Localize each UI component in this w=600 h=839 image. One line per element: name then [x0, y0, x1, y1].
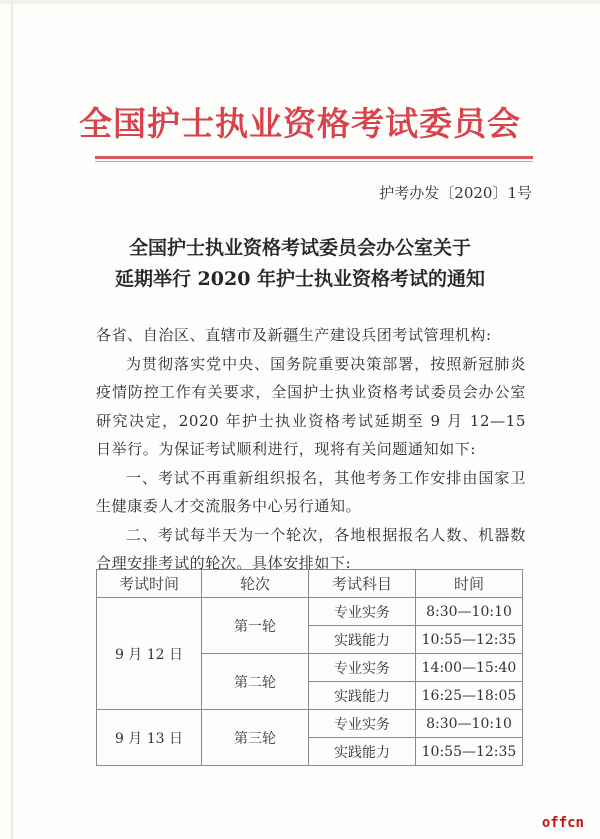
paragraph-item-1: 一、考试不再重新组织报名，其他考务工作安排由国家卫生健康委人才交流服务中心另行通知。 [96, 468, 526, 515]
cell-time: 16:25—18:05 [416, 682, 523, 710]
offcn-watermark: offcn [541, 815, 584, 831]
header-exam-date: 考试时间 [97, 570, 202, 598]
cell-time: 10:55—12:35 [416, 738, 523, 766]
cell-round: 第一轮 [202, 598, 309, 654]
table-row [97, 710, 523, 738]
page-top-edge [0, 0, 600, 4]
cell-subject: 实践能力 [309, 738, 416, 766]
document-number: 护考办发〔2020〕1号 [379, 184, 532, 202]
paragraph-item-2: 二、考试每半天为一个轮次，各地根据报名人数、机器数合理安排考试的轮次。具体安排如下: [96, 525, 526, 572]
letterhead-red-rule-thin [95, 161, 533, 162]
salutation: 各省、自治区、直辖市及新疆生产建设兵团考试管理机构: [96, 326, 492, 344]
cell-subject: 专业实务 [309, 598, 416, 626]
header-subject: 考试科目 [309, 570, 416, 598]
cell-subject: 实践能力 [309, 626, 416, 654]
notice-title-line1: 全国护士执业资格考试委员会办公室关于 [128, 237, 471, 259]
cell-subject: 专业实务 [309, 654, 416, 682]
cell-time: 8:30—10:10 [416, 710, 523, 738]
notice-body [96, 321, 526, 578]
paragraph-intro: 为贯彻落实党中央、国务院重要决策部署，按照新冠肺炎疫情防控工作有关要求，全国护士执业资格考试委员会办公室研究决定，2020 年护士执业资格考试延期至 9 月 12—15 日举行。为保证考试顺利进行，现将有关问题通知如下: [96, 354, 526, 458]
header-round: 轮次 [202, 570, 309, 598]
cell-time: 8:30—10:10 [416, 598, 523, 626]
header-time: 时间 [416, 570, 523, 598]
notice-title-line2: 延期举行 2020 年护士执业资格考试的通知 [114, 268, 486, 290]
letterhead-organization: 全国护士执业资格考试委员会 [79, 104, 521, 143]
notice-title [0, 233, 600, 295]
cell-time: 10:55—12:35 [416, 626, 523, 654]
letterhead-red-rule [95, 156, 533, 159]
table-header-row [97, 570, 523, 598]
cell-date: 9 月 13 日 [97, 710, 202, 766]
exam-schedule-table [96, 569, 523, 766]
cell-round: 第二轮 [202, 654, 309, 710]
cell-round: 第三轮 [202, 710, 309, 766]
cell-subject: 实践能力 [309, 682, 416, 710]
table-row [97, 598, 523, 626]
cell-date: 9 月 12 日 [97, 598, 202, 710]
cell-time: 14:00—15:40 [416, 654, 523, 682]
cell-subject: 专业实务 [309, 710, 416, 738]
